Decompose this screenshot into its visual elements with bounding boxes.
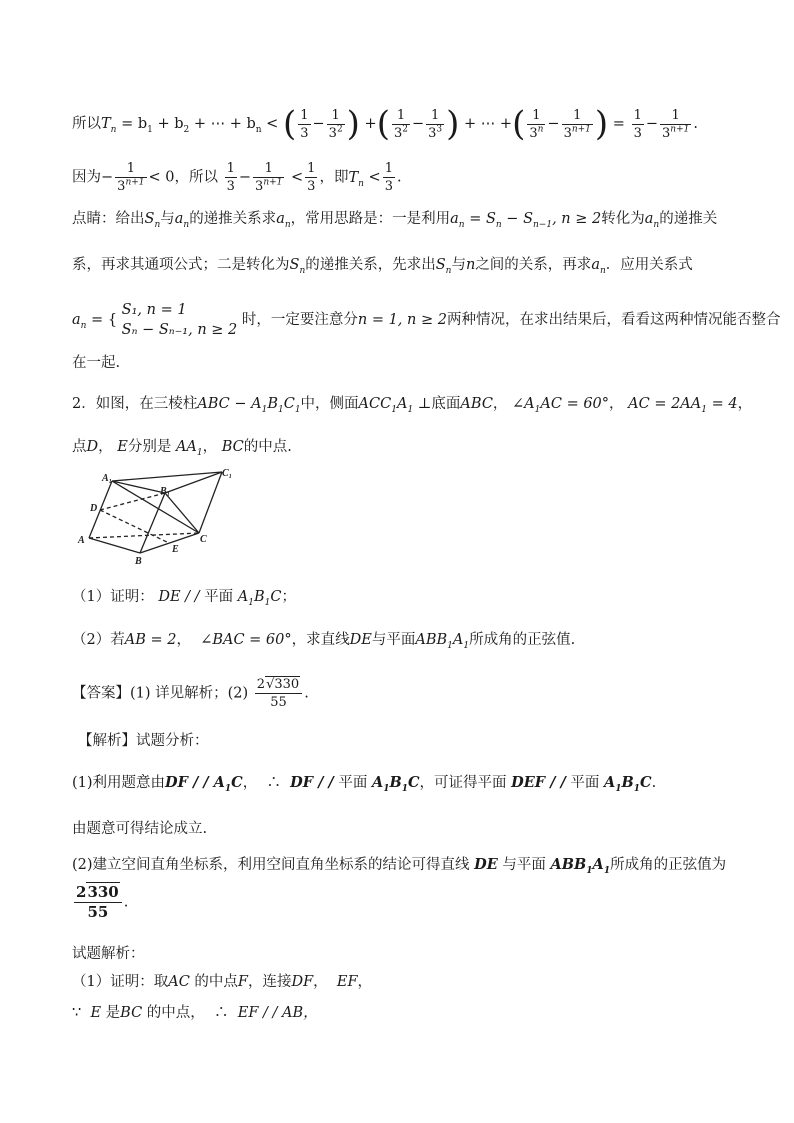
since-line: 因为− $\frac{1}{3^{n+1}}$ < 0，所以 $\frac{1}{3}$ − $\frac{1}{3^{n+1}}$ < $\frac{1}{3}$ ，即$T_n$ < $\frac{1}{3}$ .	[72, 161, 402, 194]
label-e: E	[172, 544, 179, 555]
solution-2: ∵ E 是BC 的中点， ∴ EF / / AB，	[72, 1005, 318, 1021]
fraction: $\frac{2√330}{55}$	[255, 678, 302, 709]
fraction: $\frac{1}{3}$	[384, 161, 393, 194]
fraction: $\frac{1}{3^3}$	[428, 107, 443, 141]
fraction: $\frac{1}{3}$	[300, 107, 309, 141]
fraction: $\frac{1}{3^n}$	[529, 107, 544, 141]
remark-line-4: 在一起.	[72, 355, 121, 371]
part-1: （1）证明： DE / / 平面 $A_1B_1C$；	[72, 589, 296, 608]
fraction: $\frac{1}{3^{n+1}}$	[255, 161, 283, 194]
analysis-2: (2)建立空间直角坐标系，利用空间直角坐标系的结论可得直线 DE 与平面 $ABB_1A_1$所成角的正弦值为	[72, 856, 727, 876]
sum-bound-line: 所以$T_n = b_1 + b_2$ + ⋯ + $b_n$ < ( $\frac{1}{3}$ − $\frac{1}{3^2}$ ) +( $\frac{1}{3^2}$ − $\frac{1}{3^3}$ ) + ⋯ +( $\frac{1}{3^n}$ − $\frac{1}{3^{n+1}}$ ) = $\frac{1}{3}$ − $\frac{1}{3^{n+1}}$ .	[72, 104, 698, 144]
solution-1: （1）证明：取AC 的中点F，连接DF， EF，	[72, 974, 373, 990]
paren: (	[282, 104, 297, 144]
label-b1: B₁	[160, 486, 171, 497]
label-c1: C₁	[222, 468, 233, 479]
question-2-line-1: 2．如图，在三棱柱ABC − $A_1B_1C_1$中，侧面$ACC_1A_1$ ⊥底面ABC， $\angle A_1AC = 60^\circ$， AC = $2AA_1 = 4$，	[72, 396, 753, 415]
fraction: $\frac{1}{3^{n+1}}$	[662, 107, 690, 141]
analysis-title: 【解析】试题分析：	[78, 733, 209, 749]
math: $T_n$	[101, 116, 117, 135]
fraction: $\frac{2330}{55}$	[74, 885, 122, 920]
math: = $b_1 + b_2$ + ⋯ + $b_n$ <	[116, 116, 283, 135]
label-b: B	[135, 556, 142, 567]
fraction: $\frac{1}{3^{n+1}}$	[563, 107, 591, 141]
label-a: A	[78, 535, 85, 546]
analysis-1: (1)利用题意由DF / / $A_1C$， ∴ DF / / 平面 $A_1B_1C$，可证得平面 DEF / / 平面 $A_1B_1C$.	[72, 774, 657, 794]
question-2-line-2: 点D， E分别是 $AA_1$， BC的中点.	[72, 439, 292, 458]
fraction: $\frac{1}{3^{n+1}}$	[117, 161, 145, 194]
analysis-1b: 由题意可得结论成立.	[72, 821, 208, 837]
label-c: C	[200, 534, 207, 545]
remark-line-2: 系，再求其通项公式；二是转化为$S_n$的递推关系，先求出$S_n$与n之间的关系，再求$a_n$．应用关系式	[72, 257, 693, 276]
solution-title: 试题解析：	[72, 946, 145, 962]
part-2: （2）若AB = 2， ∠BAC = 60°，求直线DE与平面$ABB_1A_1$所成角的正弦值.	[72, 632, 576, 651]
fraction: $\frac{1}{3^2}$	[328, 107, 343, 141]
fraction: $\frac{1}{3}$	[633, 107, 642, 141]
piecewise: S₁, n = 1 Sₙ − Sₙ₋₁, n ≥ 2	[121, 302, 238, 338]
answer: 【答案】(1) 详见解析；(2) $\frac{2√330}{55}$ .	[72, 677, 309, 710]
fraction: $\frac{1}{3}$	[226, 161, 235, 194]
text: 所以	[72, 116, 101, 132]
label-d: D	[90, 503, 98, 514]
fraction: $\frac{1}{3}$	[307, 161, 316, 194]
remark-line-1: 点睛：给出$S_n$与$a_n$的递推关系求$a_n$，常用思路是：一是利用$a_n = S_n - S_{n-1}$, n ≥ 2转化为$a_n$的递推关	[72, 211, 718, 230]
prism-figure	[72, 466, 242, 578]
label-a1: A₁	[102, 473, 113, 484]
fraction: $\frac{1}{3^2}$	[393, 107, 408, 141]
analysis-2-fraction: $\frac{2330}{55}$ .	[76, 883, 129, 921]
remark-line-3: $a_n$ = { S₁, n = 1 Sₙ − Sₙ₋₁, n ≥ 2 时，一定要注意分n = 1, n ≥ 2两种情况，在求出结果后，看看这两种情况能否整合	[72, 302, 781, 338]
